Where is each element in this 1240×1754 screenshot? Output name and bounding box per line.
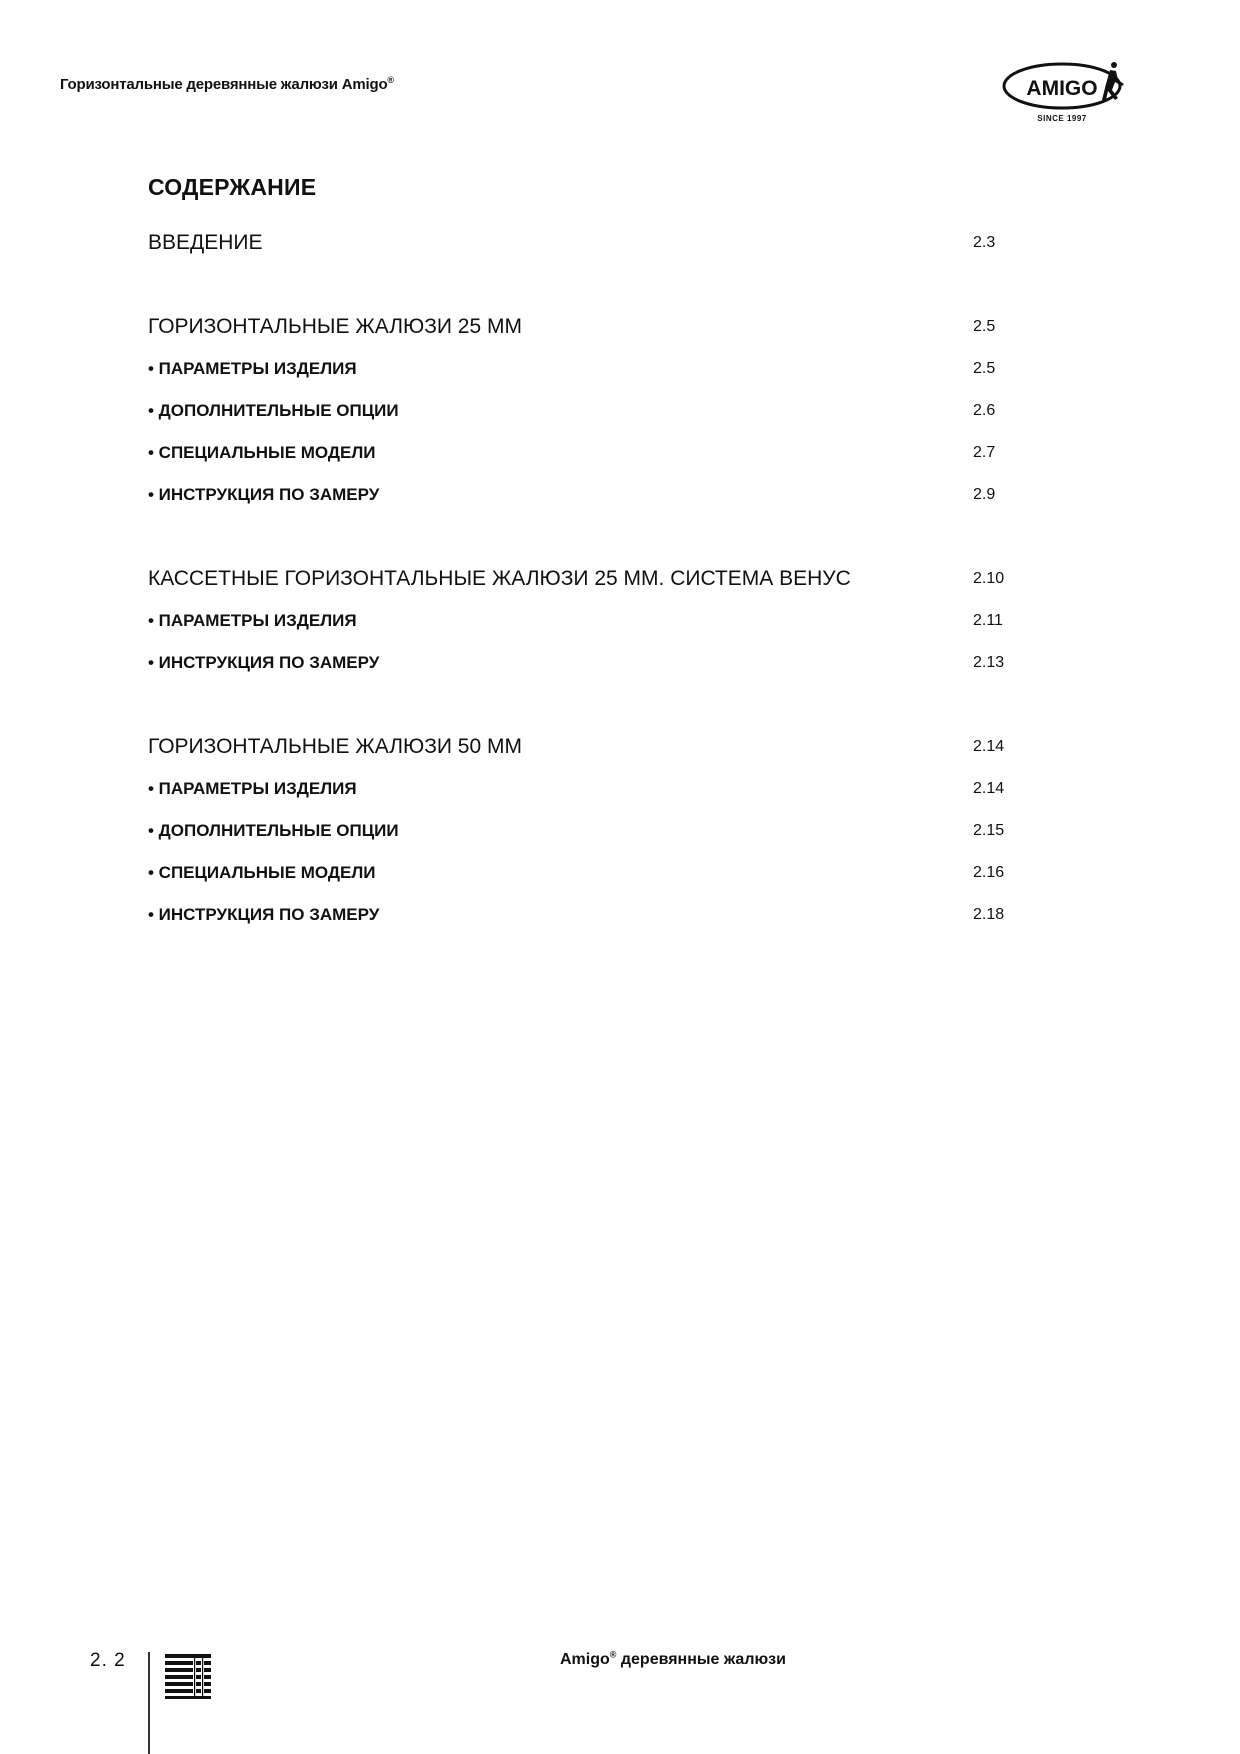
logo-brand-text: AMIGO	[1026, 77, 1098, 100]
toc-item-row[interactable]	[148, 432, 1028, 474]
toc-item-label: • ПАРАМЕТРЫ ИЗДЕЛИЯ	[148, 779, 357, 798]
toc-item-row[interactable]	[148, 894, 1028, 936]
toc-page-number: 2.15	[973, 822, 1005, 839]
amigo-logo	[1002, 56, 1132, 131]
toc-page-number: 2.7	[973, 444, 996, 461]
toc-item-row[interactable]	[148, 852, 1028, 894]
toc-item-row[interactable]	[148, 474, 1028, 516]
registered-mark: ®	[387, 75, 394, 85]
footer-brand: Amigo	[560, 1651, 610, 1668]
toc-page-number: 2.14	[973, 780, 1005, 797]
footer-page-number: 2. 2	[90, 1650, 126, 1671]
toc-item-label: • ИНСТРУКЦИЯ ПО ЗАМЕРУ	[148, 653, 380, 672]
toc-page-number: 2.18	[973, 906, 1005, 923]
footer-divider	[148, 1652, 150, 1754]
toc-page-number: 2.5	[973, 360, 996, 377]
toc-page-number: 2.14	[973, 738, 1005, 755]
document-header-title	[60, 76, 394, 93]
toc-item-label: • ПАРАМЕТРЫ ИЗДЕЛИЯ	[148, 359, 357, 378]
toc-item-label: • СПЕЦИАЛЬНЫЕ МОДЕЛИ	[148, 863, 376, 882]
toc-heading: СОДЕРЖАНИЕ	[148, 174, 317, 200]
header-title-text: Горизонтальные деревянные жалюзи Amigo	[60, 76, 388, 93]
toc-section-title: ГОРИЗОНТАЛЬНЫЕ ЖАЛЮЗИ 25 ММ	[148, 315, 522, 338]
toc-item-label: • ИНСТРУКЦИЯ ПО ЗАМЕРУ	[148, 905, 380, 924]
toc-section-title: ВВЕДЕНИЕ	[148, 231, 263, 254]
toc-page-number: 2.11	[973, 612, 1003, 629]
logo-tagline-text: SINCE 1997	[1037, 114, 1087, 123]
toc-item-row[interactable]	[148, 642, 1028, 684]
toc-page-number: 2.6	[973, 402, 996, 419]
toc-item-label: • ПАРАМЕТРЫ ИЗДЕЛИЯ	[148, 611, 357, 630]
toc-item-row[interactable]	[148, 768, 1028, 810]
toc-section-title: КАССЕТНЫЕ ГОРИЗОНТАЛЬНЫЕ ЖАЛЮЗИ 25 ММ. СИСТЕМА ВЕНУС	[148, 567, 851, 590]
footer-registered-mark: ®	[609, 1649, 617, 1660]
toc-page-number: 2.16	[973, 864, 1005, 881]
toc-item-row[interactable]	[148, 390, 1028, 432]
toc-item-label: • ДОПОЛНИТЕЛЬНЫЕ ОПЦИИ	[148, 401, 399, 420]
toc-item-label: • ИНСТРУКЦИЯ ПО ЗАМЕРУ	[148, 485, 380, 504]
toc-section-row[interactable]	[148, 306, 1028, 348]
toc-section-row[interactable]	[148, 558, 1028, 600]
toc-item-label: • СПЕЦИАЛЬНЫЕ МОДЕЛИ	[148, 443, 376, 462]
table-of-contents	[148, 170, 1028, 936]
toc-item-row[interactable]	[148, 600, 1028, 642]
toc-section-row[interactable]	[148, 222, 1028, 264]
footer-brand-text	[560, 1651, 786, 1669]
toc-section-row[interactable]	[148, 726, 1028, 768]
toc-page-number: 2.5	[973, 318, 996, 335]
footer-text: деревянные жалюзи	[616, 1651, 786, 1668]
toc-page-number: 2.9	[973, 486, 996, 503]
amigo-runner-logo-icon	[1002, 56, 1132, 131]
toc-page-number: 2.10	[973, 570, 1005, 587]
toc-page-number: 2.3	[973, 234, 996, 251]
toc-item-label: • ДОПОЛНИТЕЛЬНЫЕ ОПЦИИ	[148, 821, 399, 840]
toc-section-title: ГОРИЗОНТАЛЬНЫЕ ЖАЛЮЗИ 50 ММ	[148, 735, 522, 758]
toc-page-number: 2.13	[973, 654, 1005, 671]
blinds-icon	[163, 1652, 215, 1700]
toc-item-row[interactable]	[148, 810, 1028, 852]
toc-item-row[interactable]	[148, 348, 1028, 390]
